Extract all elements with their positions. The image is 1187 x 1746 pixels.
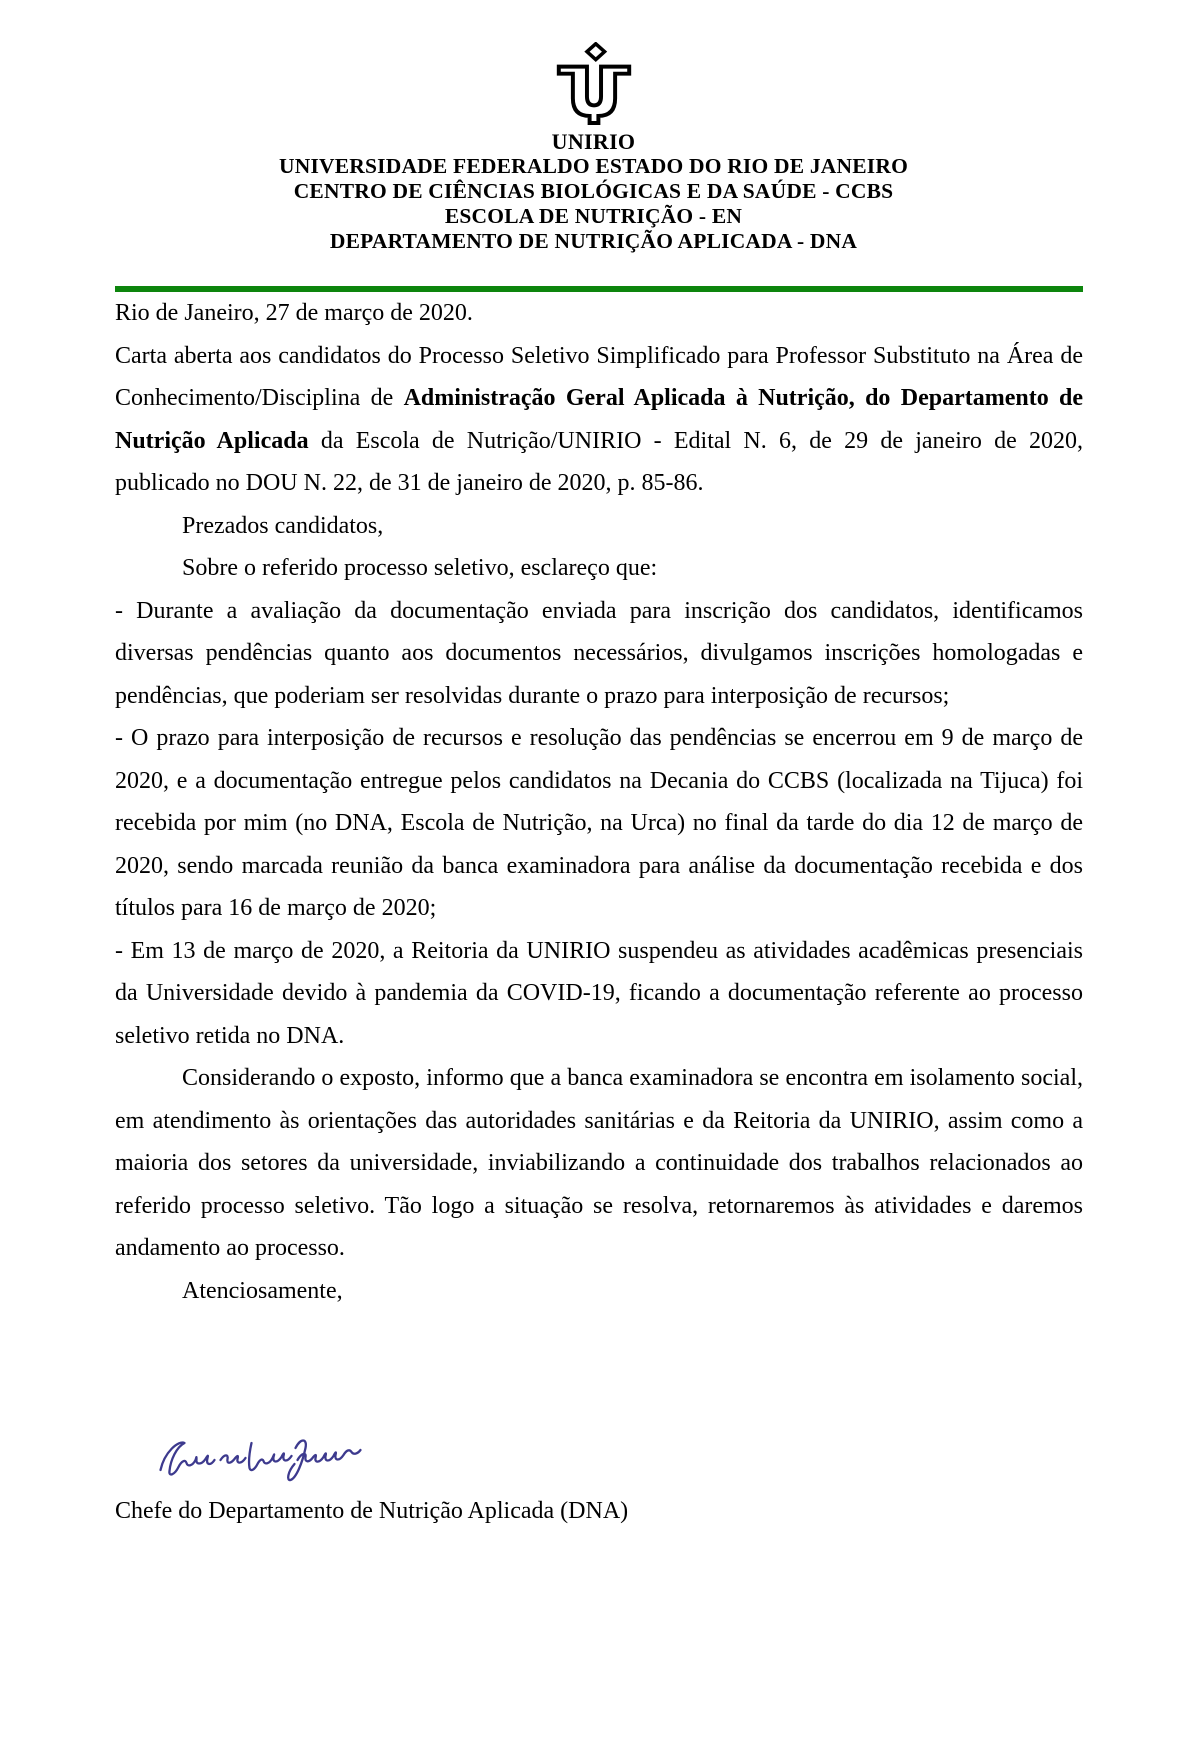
intro-text-post: da Escola de Nutrição/UNIRIO - Edital N. 6, de 29 de janeiro de 2020, publicado no DOU N. 22, de 31 de janeiro de 2020, p. 85-86. — [115, 427, 1083, 496]
intro-paragraph — [115, 335, 1083, 505]
letterhead-line-center: CENTRO DE CIÊNCIAS BIOLÓGICAS E DA SAÚDE - CCBS — [293, 179, 894, 203]
letterhead-acronym: UNIRIO — [551, 129, 636, 154]
letterhead-line-school: ESCOLA DE NUTRIÇÃO - EN — [444, 204, 743, 228]
letterhead — [0, 42, 1187, 254]
list-item-suspensao: - Em 13 de março de 2020, a Reitoria da UNIRIO suspendeu as atividades acadêmicas presenciais da Universidade devido à pandemia da COVID-19, ficando a documentação referente ao processo seletivo retida no DNA. — [115, 937, 1083, 1049]
intro-text-pre: Carta aberta aos candidatos do Processo Seletivo Simplificado para Professor Substituto na Área de Conhecimento/Disciplina de — [115, 342, 1083, 411]
salutation: Prezados candidatos, — [182, 512, 384, 539]
signature — [148, 1430, 1083, 1490]
opening-line: Sobre o referido processo seletivo, esclareço que: — [182, 555, 658, 581]
date-line: Rio de Janeiro, 27 de março de 2020. — [115, 300, 473, 326]
letter-body — [115, 292, 1083, 1533]
closing-paragraph: Considerando o exposto, informo que a banca examinadora se encontra em isolamento social, em atendimento às orientações das autoridades sanitárias e da Reitoria da UNIRIO, assim como a maioria dos setores da universidade, inviabilizando a continuidade dos trabalhos relacionados ao referido processo seletivo. Tão logo a situação se resolva, retornaremos às atividades e daremos andamento ao processo. — [115, 1065, 1083, 1261]
signoff: Atenciosamente, — [182, 1277, 343, 1304]
unirio-logo — [0, 42, 1187, 130]
signature-role: Chefe do Departamento de Nutrição Aplicada (DNA) — [115, 1498, 629, 1524]
intro-text-bold: Administração Geral Aplicada à Nutrição, do Departamento de Nutrição Aplicada — [115, 385, 1084, 454]
letterhead-line-university: UNIVERSIDADE FEDERALDO ESTADO DO RIO DE JANEIRO — [278, 154, 908, 178]
letterhead-line-department: DEPARTAMENTO DE NUTRIÇÃO APLICADA - DNA — [329, 229, 858, 253]
list-item-avaliacao: - Durante a avaliação da documentação enviada para inscrição dos candidatos, identificamos diversas pendências quanto aos documentos necessários, divulgamos inscrições homologadas e pendências, que poderiam ser resolvidas durante o prazo para interposição de recursos; — [115, 597, 1083, 709]
list-item-prazo: - O prazo para interposição de recursos e resolução das pendências se encerrou em 9 de março de 2020, e a documentação entregue pelos candidatos na Decania do CCBS (localizada na Tijuca) foi recebida por mim (no DNA, Escola de Nutrição, na Urca) no final da tarde do dia 12 de março de 2020, sendo marcada reunião da banca examinadora para análise da documentação recebida e dos títulos para 16 de março de 2020; — [115, 725, 1083, 921]
unirio-logo-icon — [549, 42, 639, 130]
signature-handwriting-icon — [148, 1430, 393, 1490]
